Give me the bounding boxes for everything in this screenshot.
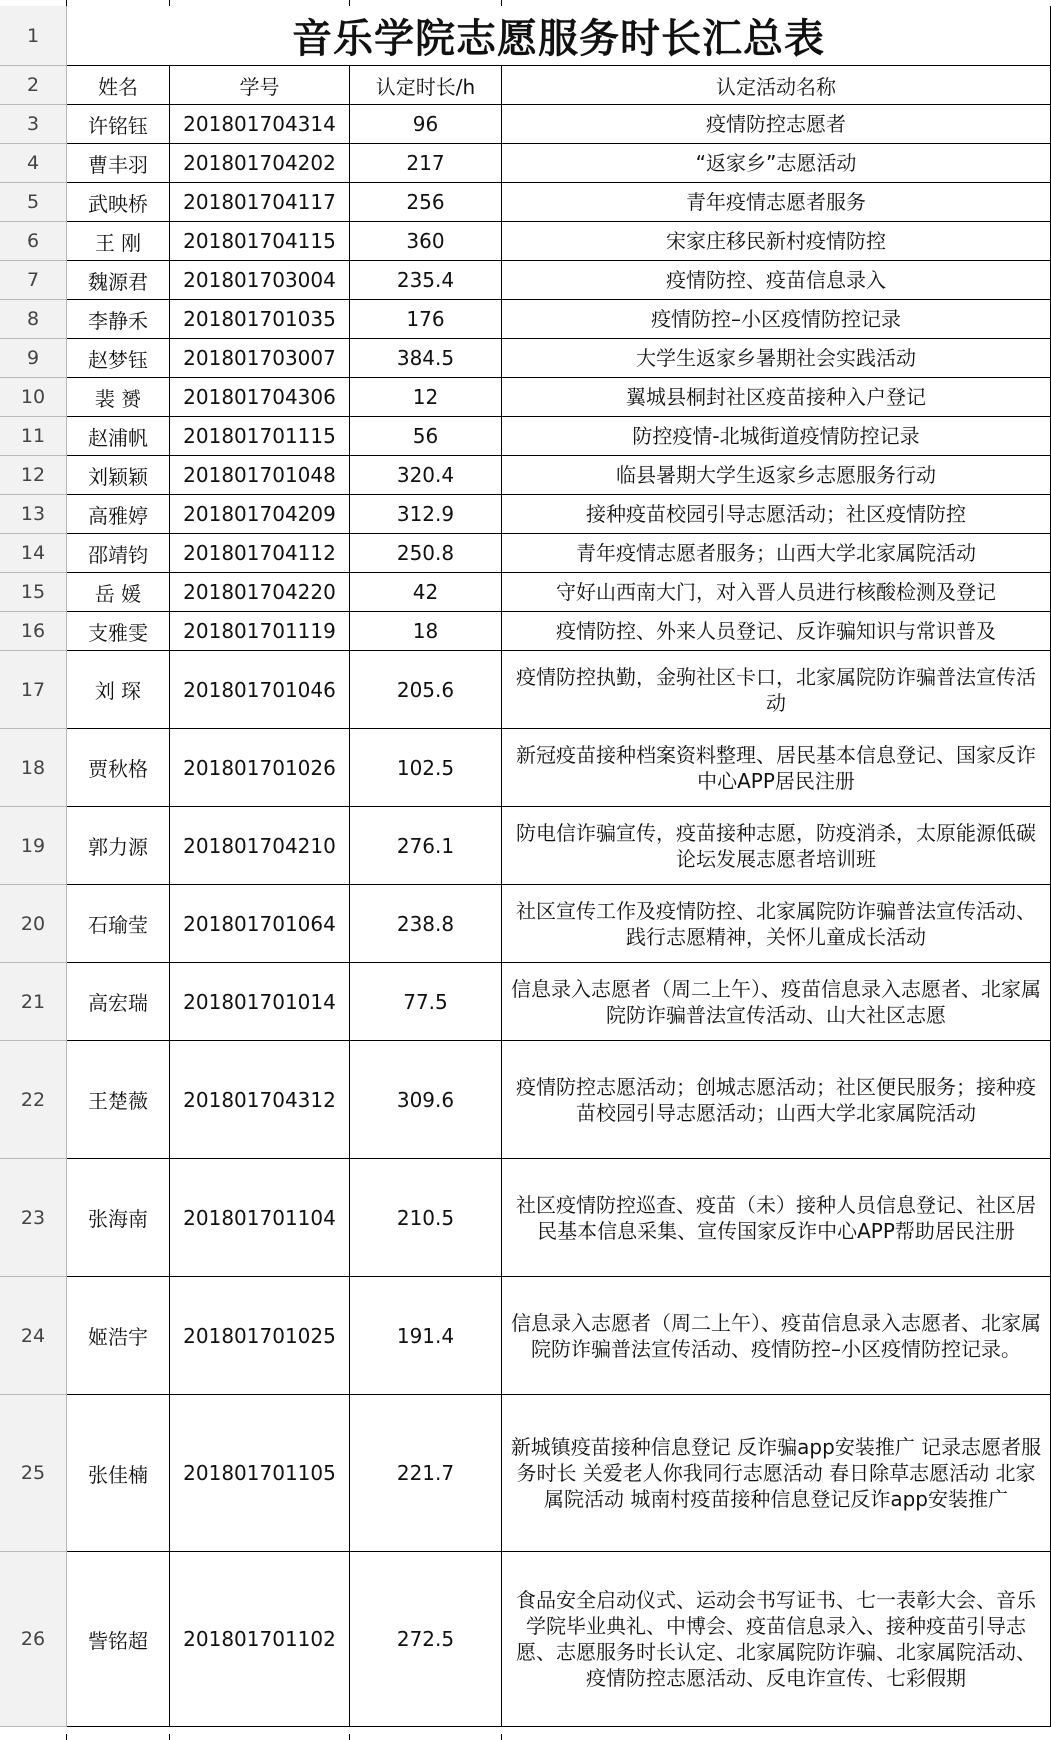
name-cell[interactable]: 张佳楠 bbox=[67, 1395, 170, 1552]
next-row-edge bbox=[0, 1734, 1051, 1740]
hours-cell[interactable]: 56 bbox=[350, 417, 502, 456]
student-id-cell[interactable]: 201801701102 bbox=[170, 1552, 350, 1727]
table-row bbox=[0, 1041, 1051, 1159]
name-cell[interactable]: 赵梦钰 bbox=[67, 339, 170, 378]
table-row bbox=[0, 729, 1051, 807]
activity-cell[interactable]: 信息录入志愿者（周二上午）、疫苗信息录入志愿者、北家属院防诈骗普法宣传活动、疫情防控–小区疫情防控记录。 bbox=[502, 1277, 1051, 1395]
column-header-name[interactable]: 姓名 bbox=[67, 66, 170, 105]
activity-cell[interactable]: 宋家庄移民新村疫情防控 bbox=[502, 222, 1051, 261]
column-header-activity[interactable]: 认定活动名称 bbox=[502, 66, 1051, 105]
header-row bbox=[0, 66, 1051, 105]
name-cell[interactable]: 贾秋格 bbox=[67, 729, 170, 807]
name-cell[interactable]: 支雅雯 bbox=[67, 612, 170, 651]
student-id-cell[interactable]: 201801701105 bbox=[170, 1395, 350, 1552]
student-id-cell[interactable]: 201801701104 bbox=[170, 1159, 350, 1277]
hours-cell[interactable]: 191.4 bbox=[350, 1277, 502, 1395]
table-row bbox=[0, 1159, 1051, 1277]
row-number[interactable]: 18 bbox=[0, 729, 67, 807]
student-id-cell[interactable]: 201801704306 bbox=[170, 378, 350, 417]
hours-cell[interactable]: 42 bbox=[350, 573, 502, 612]
table-row bbox=[0, 222, 1051, 261]
name-cell[interactable]: 郭力源 bbox=[67, 807, 170, 885]
activity-cell[interactable]: 接种疫苗校园引导志愿活动；社区疫情防控 bbox=[502, 495, 1051, 534]
row-number[interactable]: 10 bbox=[0, 378, 67, 417]
row-number[interactable]: 24 bbox=[0, 1277, 67, 1395]
activity-cell[interactable]: 信息录入志愿者（周二上午）、疫苗信息录入志愿者、北家属院防诈骗普法宣传活动、山大社区志愿 bbox=[502, 963, 1051, 1041]
student-id-cell[interactable]: 201801704314 bbox=[170, 105, 350, 144]
table-row bbox=[0, 1552, 1051, 1727]
activity-cell[interactable]: 社区宣传工作及疫情防控、北家属院防诈骗普法宣传活动、践行志愿精神，关怀儿童成长活动 bbox=[502, 885, 1051, 963]
student-id-cell[interactable]: 201801704112 bbox=[170, 534, 350, 573]
row-number[interactable]: 20 bbox=[0, 885, 67, 963]
row-number[interactable]: 25 bbox=[0, 1395, 67, 1552]
row-number[interactable]: 14 bbox=[0, 534, 67, 573]
table-row bbox=[0, 612, 1051, 651]
name-cell[interactable]: 裴 赟 bbox=[67, 378, 170, 417]
hours-cell[interactable]: 272.5 bbox=[350, 1552, 502, 1727]
hours-cell[interactable]: 250.8 bbox=[350, 534, 502, 573]
hours-cell[interactable]: 384.5 bbox=[350, 339, 502, 378]
table-row bbox=[0, 963, 1051, 1041]
hours-cell[interactable]: 276.1 bbox=[350, 807, 502, 885]
hours-cell[interactable]: 312.9 bbox=[350, 495, 502, 534]
student-id-cell[interactable]: 201801704115 bbox=[170, 222, 350, 261]
name-cell[interactable]: 岳 媛 bbox=[67, 573, 170, 612]
table-row bbox=[0, 885, 1051, 963]
activity-cell[interactable]: 疫情防控志愿活动；创城志愿活动；社区便民服务；接种疫苗校园引导志愿活动；山西大学北家属院活动 bbox=[502, 1041, 1051, 1159]
sheet-title[interactable]: 音乐学院志愿服务时长汇总表 bbox=[67, 6, 1051, 66]
name-cell[interactable]: 刘 琛 bbox=[67, 651, 170, 729]
name-cell[interactable]: 曹丰羽 bbox=[67, 144, 170, 183]
row-number[interactable]: 6 bbox=[0, 222, 67, 261]
student-id-cell[interactable]: 201801704210 bbox=[170, 807, 350, 885]
activity-cell[interactable]: 疫情防控、疫苗信息录入 bbox=[502, 261, 1051, 300]
activity-cell[interactable]: 疫情防控、外来人员登记、反诈骗知识与常识普及 bbox=[502, 612, 1051, 651]
row-number[interactable]: 5 bbox=[0, 183, 67, 222]
row-number[interactable]: 4 bbox=[0, 144, 67, 183]
table-row bbox=[0, 651, 1051, 729]
row-number[interactable]: 17 bbox=[0, 651, 67, 729]
row-number[interactable]: 26 bbox=[0, 1552, 67, 1727]
hours-cell[interactable]: 205.6 bbox=[350, 651, 502, 729]
hours-cell[interactable]: 238.8 bbox=[350, 885, 502, 963]
name-cell[interactable]: 武映桥 bbox=[67, 183, 170, 222]
name-cell[interactable]: 高雅婷 bbox=[67, 495, 170, 534]
name-cell[interactable]: 刘颖颖 bbox=[67, 456, 170, 495]
row-number[interactable]: 16 bbox=[0, 612, 67, 651]
name-cell[interactable]: 赵浦帆 bbox=[67, 417, 170, 456]
activity-cell[interactable]: 食品安全启动仪式、运动会书写证书、七一表彰大会、音乐学院毕业典礼、中博会、疫苗信息录入、接种疫苗引导志愿、志愿服务时长认定、北家属院防诈骗、北家属院活动、疫情防控志愿活动、反电诈宣传、七彩假期 bbox=[502, 1552, 1051, 1727]
name-cell[interactable]: 高宏瑞 bbox=[67, 963, 170, 1041]
row-number[interactable]: 3 bbox=[0, 105, 67, 144]
hours-cell[interactable]: 360 bbox=[350, 222, 502, 261]
name-cell[interactable]: 许铭钰 bbox=[67, 105, 170, 144]
table-row bbox=[0, 378, 1051, 417]
name-cell[interactable]: 李静禾 bbox=[67, 300, 170, 339]
table-row bbox=[0, 573, 1051, 612]
activity-cell[interactable]: 疫情防控志愿者 bbox=[502, 105, 1051, 144]
activity-cell[interactable]: 疫情防控执勤，金驹社区卡口，北家属院防诈骗普法宣传活动 bbox=[502, 651, 1051, 729]
row-number[interactable]: 22 bbox=[0, 1041, 67, 1159]
student-id-cell[interactable]: 201801701115 bbox=[170, 417, 350, 456]
table-row bbox=[0, 105, 1051, 144]
table-row bbox=[0, 339, 1051, 378]
row-number[interactable]: 13 bbox=[0, 495, 67, 534]
student-id-cell[interactable]: 201801704117 bbox=[170, 183, 350, 222]
name-cell[interactable]: 訾铭超 bbox=[67, 1552, 170, 1727]
activity-cell[interactable]: 翼城县桐封社区疫苗接种入户登记 bbox=[502, 378, 1051, 417]
hours-cell[interactable]: 176 bbox=[350, 300, 502, 339]
name-cell[interactable]: 石瑜莹 bbox=[67, 885, 170, 963]
table-row bbox=[0, 144, 1051, 183]
student-id-cell[interactable]: 201801701026 bbox=[170, 729, 350, 807]
activity-cell[interactable]: 新城镇疫苗接种信息登记 反诈骗app安装推广 记录志愿者服务时长 关爱老人你我同行志愿活动 春日除草志愿活动 北家属院活动 城南村疫苗接种信息登记反诈app安装推广 bbox=[502, 1395, 1051, 1552]
column-header-hours[interactable]: 认定时长/h bbox=[350, 66, 502, 105]
activity-cell[interactable]: 疫情防控–小区疫情防控记录 bbox=[502, 300, 1051, 339]
name-cell[interactable]: 姬浩宇 bbox=[67, 1277, 170, 1395]
table-row bbox=[0, 1277, 1051, 1395]
hours-cell[interactable]: 320.4 bbox=[350, 456, 502, 495]
student-id-cell[interactable]: 201801704209 bbox=[170, 495, 350, 534]
table-row bbox=[0, 1395, 1051, 1552]
hours-cell[interactable]: 12 bbox=[350, 378, 502, 417]
hours-cell[interactable]: 256 bbox=[350, 183, 502, 222]
row-number[interactable]: 21 bbox=[0, 963, 67, 1041]
activity-cell[interactable]: 青年疫情志愿者服务；山西大学北家属院活动 bbox=[502, 534, 1051, 573]
activity-cell[interactable]: 守好山西南大门，对入晋人员进行核酸检测及登记 bbox=[502, 573, 1051, 612]
column-header-student-id[interactable]: 学号 bbox=[170, 66, 350, 105]
activity-cell[interactable]: 防电信诈骗宣传，疫苗接种志愿，防疫消杀，太原能源低碳论坛发展志愿者培训班 bbox=[502, 807, 1051, 885]
student-id-cell[interactable]: 201801703004 bbox=[170, 261, 350, 300]
activity-cell[interactable]: 青年疫情志愿者服务 bbox=[502, 183, 1051, 222]
activity-cell[interactable]: 新冠疫苗接种档案资料整理、居民基本信息登记、国家反诈中心APP居民注册 bbox=[502, 729, 1051, 807]
table-row bbox=[0, 495, 1051, 534]
row-number[interactable]: 1 bbox=[0, 6, 67, 66]
hours-cell[interactable]: 210.5 bbox=[350, 1159, 502, 1277]
row-number[interactable]: 8 bbox=[0, 300, 67, 339]
student-id-cell[interactable]: 201801704202 bbox=[170, 144, 350, 183]
activity-cell[interactable]: 防控疫情-北城街道疫情防控记录 bbox=[502, 417, 1051, 456]
activity-cell[interactable]: 大学生返家乡暑期社会实践活动 bbox=[502, 339, 1051, 378]
hours-cell[interactable]: 77.5 bbox=[350, 963, 502, 1041]
hours-cell[interactable]: 221.7 bbox=[350, 1395, 502, 1552]
row-number[interactable]: 2 bbox=[0, 66, 67, 105]
name-cell[interactable]: 王楚薇 bbox=[67, 1041, 170, 1159]
row-number[interactable]: 23 bbox=[0, 1159, 67, 1277]
student-id-cell[interactable]: 201801701035 bbox=[170, 300, 350, 339]
student-id-cell[interactable]: 201801701025 bbox=[170, 1277, 350, 1395]
name-cell[interactable]: 王 刚 bbox=[67, 222, 170, 261]
row-number[interactable]: 19 bbox=[0, 807, 67, 885]
hours-cell[interactable]: 96 bbox=[350, 105, 502, 144]
student-id-cell[interactable]: 201801703007 bbox=[170, 339, 350, 378]
hours-cell[interactable]: 235.4 bbox=[350, 261, 502, 300]
student-id-cell[interactable]: 201801704312 bbox=[170, 1041, 350, 1159]
table-row bbox=[0, 300, 1051, 339]
table-row bbox=[0, 456, 1051, 495]
name-cell[interactable]: 邵靖钧 bbox=[67, 534, 170, 573]
row-number[interactable]: 9 bbox=[0, 339, 67, 378]
row-number[interactable]: 12 bbox=[0, 456, 67, 495]
table-row bbox=[0, 807, 1051, 885]
name-cell[interactable]: 张海南 bbox=[67, 1159, 170, 1277]
title-row bbox=[0, 6, 1051, 66]
row-number[interactable]: 7 bbox=[0, 261, 67, 300]
hours-cell[interactable]: 217 bbox=[350, 144, 502, 183]
name-cell[interactable]: 魏源君 bbox=[67, 261, 170, 300]
activity-cell[interactable]: 临县暑期大学生返家乡志愿服务行动 bbox=[502, 456, 1051, 495]
hours-cell[interactable]: 18 bbox=[350, 612, 502, 651]
student-id-cell[interactable]: 201801704220 bbox=[170, 573, 350, 612]
activity-cell[interactable]: 社区疫情防控巡查、疫苗（未）接种人员信息登记、社区居民基本信息采集、宣传国家反诈中心APP帮助居民注册 bbox=[502, 1159, 1051, 1277]
row-number[interactable]: 15 bbox=[0, 573, 67, 612]
hours-cell[interactable]: 102.5 bbox=[350, 729, 502, 807]
student-id-cell[interactable]: 201801701064 bbox=[170, 885, 350, 963]
activity-cell[interactable]: “返家乡”志愿活动 bbox=[502, 144, 1051, 183]
hours-cell[interactable]: 309.6 bbox=[350, 1041, 502, 1159]
table-row bbox=[0, 261, 1051, 300]
student-id-cell[interactable]: 201801701048 bbox=[170, 456, 350, 495]
student-id-cell[interactable]: 201801701014 bbox=[170, 963, 350, 1041]
table-row bbox=[0, 534, 1051, 573]
table-row bbox=[0, 183, 1051, 222]
student-id-cell[interactable]: 201801701046 bbox=[170, 651, 350, 729]
table-row bbox=[0, 417, 1051, 456]
row-number[interactable]: 11 bbox=[0, 417, 67, 456]
student-id-cell[interactable]: 201801701119 bbox=[170, 612, 350, 651]
